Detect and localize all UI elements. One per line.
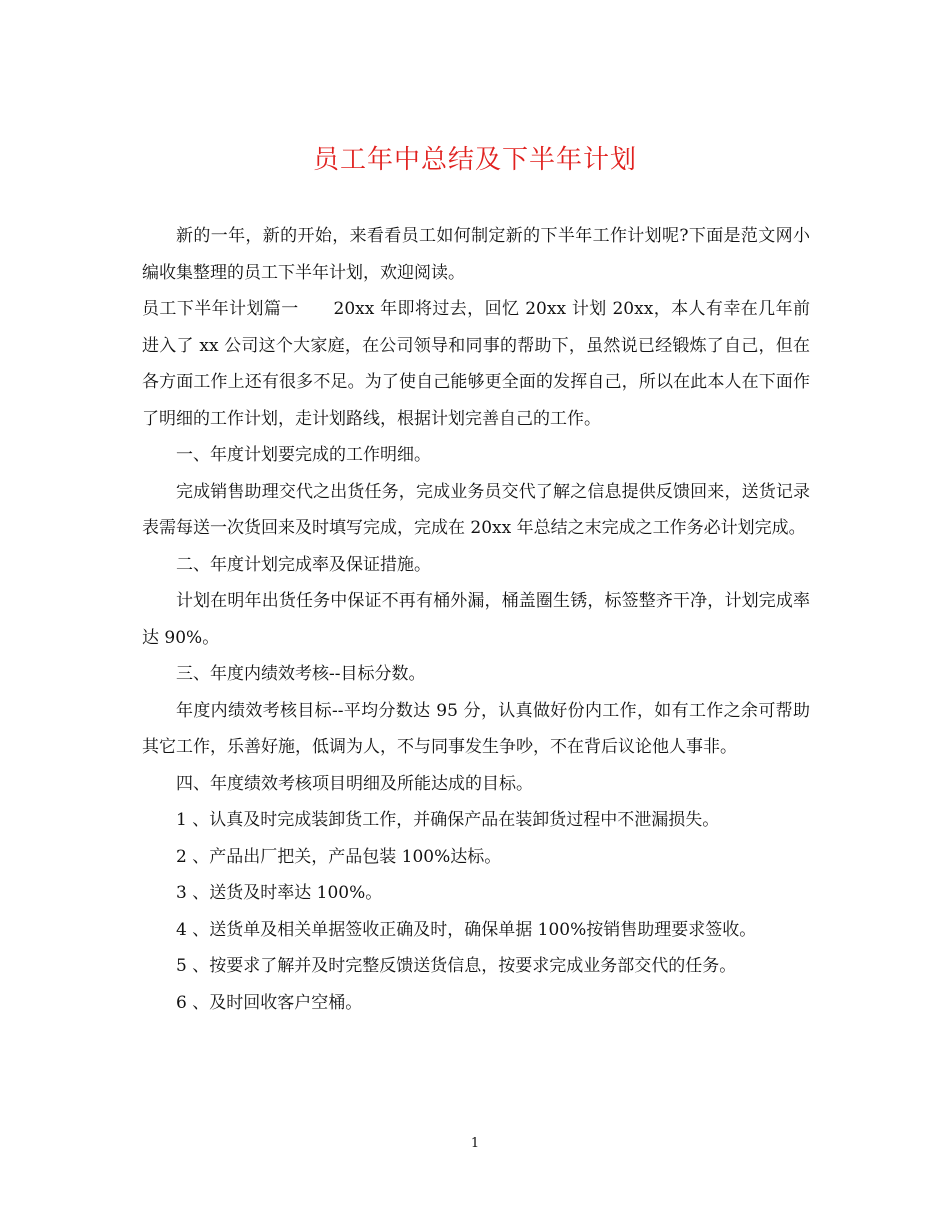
body-paragraph: 员工下半年计划篇一 20xx 年即将过去，回忆 20xx 计划 20xx，本人有幸在几年前进入了 xx 公司这个大家庭，在公司领导和同事的帮助下，虽然说已经锻炼了自己，但在各方面工作上还有很多不足。为了使自己能够更全面的发挥自己，所以在此本人在下面作了明细的工作计划，走计划路线，根据计划完善自己的工作。: [142, 299, 810, 429]
body-paragraph: 三、年度内绩效考核--目标分数。: [176, 664, 426, 684]
body-paragraph: 4 、送货单及相关单据签收正确及时，确保单据 100%按销售助理要求签收。: [176, 919, 757, 940]
body-paragraph: 5 、按要求了解并及时完整反馈送货信息，按要求完成业务部交代的任务。: [176, 956, 737, 976]
body-paragraph: 完成销售助理交代之出货任务，完成业务员交代了解之信息提供反馈回来，送货记录表需每送一次货回来及时填写完成，完成在 20xx 年总结之末完成之工作务必计划完成。: [142, 481, 810, 538]
document-body: [142, 218, 810, 1021]
page-number: 1: [470, 1136, 480, 1151]
body-paragraph: 计划在明年出货任务中保证不再有桶外漏，桶盖圈生锈，标签整齐干净，计划完成率达 90%。: [142, 591, 810, 648]
body-paragraph: 一、年度计划要完成的工作明细。: [176, 445, 431, 465]
body-paragraph: 1 、认真及时完成装卸货工作，并确保产品在装卸货过程中不泄漏损失。: [176, 810, 720, 830]
body-paragraph: 6 、及时回收客户空桶。: [176, 992, 363, 1013]
body-paragraph: 3 、送货及时率达 100%。: [176, 883, 383, 903]
body-paragraph: 新的一年，新的开始，来看看员工如何制定新的下半年工作计划呢?下面是范文网小编收集整理的员工下半年计划，欢迎阅读。: [142, 226, 810, 283]
document-title: 员工年中总结及下半年计划: [312, 145, 637, 175]
body-paragraph: 年度内绩效考核目标--平均分数达 95 分，认真做好份内工作，如有工作之余可帮助其它工作，乐善好施，低调为人，不与同事发生争吵，不在背后议论他人事非。: [142, 700, 810, 757]
body-paragraph: 2 、产品出厂把关，产品包装 100%达标。: [176, 846, 502, 867]
body-paragraph: 四、年度绩效考核项目明细及所能达成的目标。: [176, 773, 533, 794]
body-paragraph: 二、年度计划完成率及保证措施。: [176, 554, 431, 575]
